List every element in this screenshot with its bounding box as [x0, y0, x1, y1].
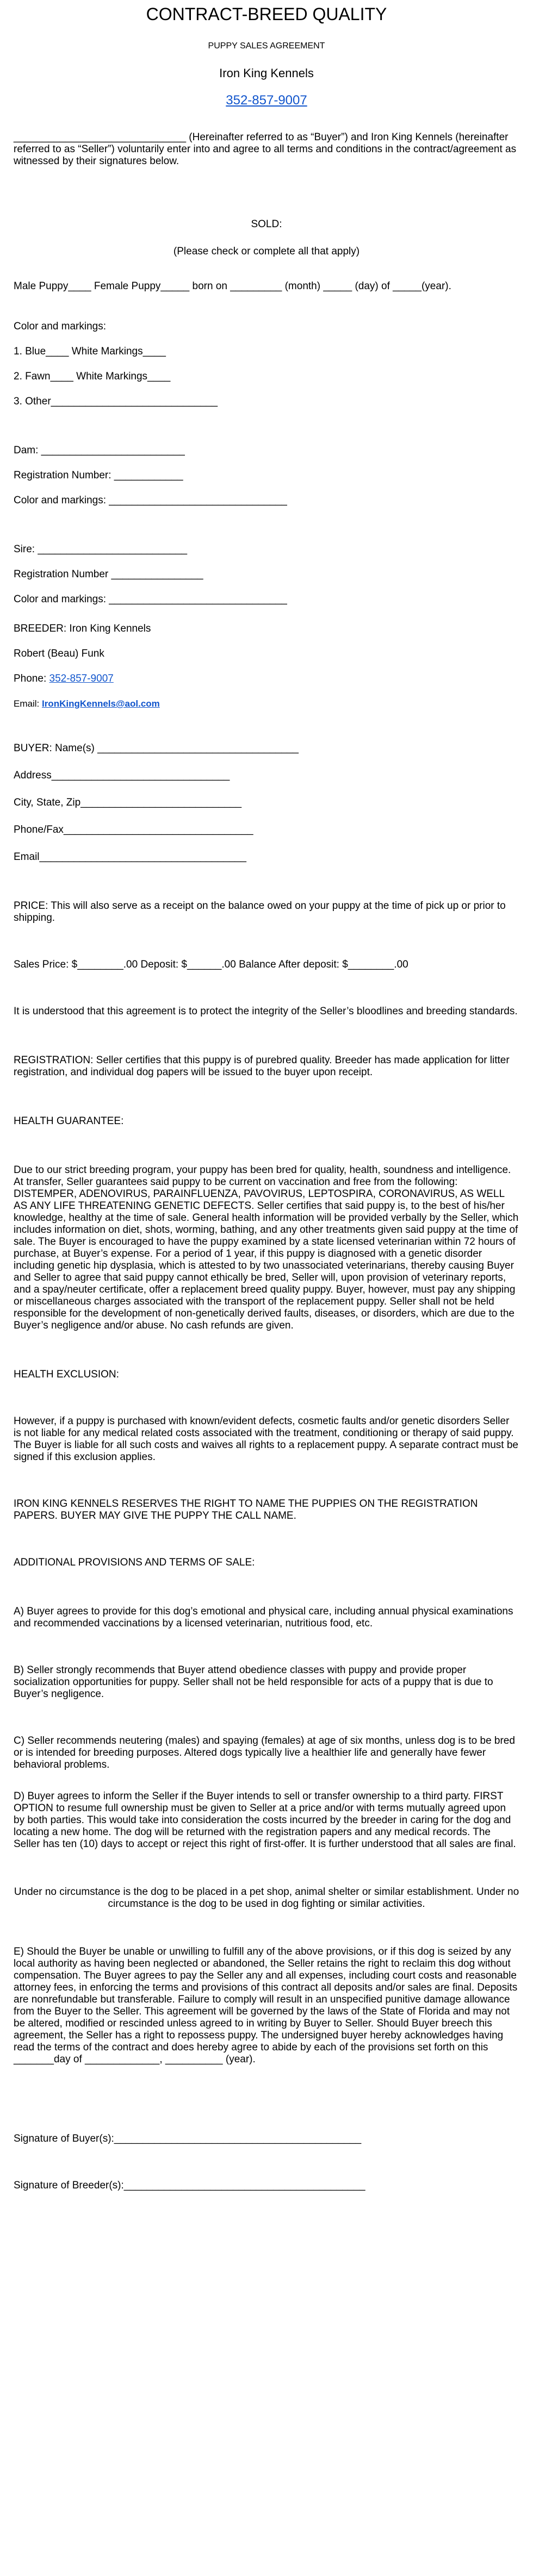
- sold-instruction: (Please check or complete all that apply): [173, 246, 360, 257]
- breeder-phone-label: Phone:: [14, 673, 49, 684]
- breeder-phone-link[interactable]: 352-857-9007: [49, 673, 114, 684]
- provision-a: A) Buyer agrees to provide for this dog’s emotional and physical care, including annual physical examinations and recommended vaccinations by a licensed veterinarian, nutritious food, etc.: [14, 1606, 513, 1629]
- breeder-email-label: Email:: [14, 698, 42, 709]
- health-paragraph: Due to our strict breeding program, your puppy has been bred for quality, health, soundness and intelligence. At transfer, Seller guarantees said puppy to be current on vaccination and free from the following: DISTEMPER, ADENOVIRUS, PARAINFLUENZA, PAVOVIRUS, LEPTOSPIRA, CORONAVIRUS, AS WELL AS ANY LIFE THREATENING GENETIC DEFECTS. Seller certifies that said puppy is, to the best of his/her knowledge, healthy at the time of sale. General health information will be provided verbally by the Seller, which includes information on diet, shots, worming, bathing, and any other treatments given said puppy at the time of sale. The Buyer is encouraged to have the puppy examined by a state licensed veterinarian within 72 hours of purchase, at Buyer’s expense. For a period of 1 year, if this puppy is diagnosed with a genetic disorder including genetic hip dysplasia, which is attested to by two unassociated veterinarians, thereby causing Buyer and Seller to agree that said puppy cannot ethically be bred, Seller will, upon provision of veterinary reports, and a spay/neuter certificate, offer a replacement breed quality puppy. Buyer, however, must pay any shipping or miscellaneous charges associated with the transport of the replacement puppy. Seller shall not be held responsible for the development of non-genetically derived faults, diseases, or disorders, which are due to the Buyer’s negligence and/or abuse. No cash refunds are given.: [14, 1164, 519, 1331]
- dam-registration-field: Registration Number: ____________: [14, 470, 183, 481]
- provision-c: C) Seller recommends neutering (males) and spaying (females) at age of six months, unless dog is to be bred or is intended for breeding purposes. Altered dogs typically live a healthier life and generally have fewer behavioral problems.: [14, 1735, 515, 1770]
- price-paragraph: PRICE: This will also serve as a receipt on the balance owed on your puppy at the time of pick up or prior to shipping.: [14, 900, 506, 924]
- buyer-city-field: City, State, Zip____________________________: [14, 797, 242, 808]
- kennel-name: Iron King Kennels: [219, 66, 314, 80]
- health-heading: HEALTH GUARANTEE:: [14, 1115, 124, 1127]
- provision-d: D) Buyer agrees to inform the Seller if the Buyer intends to sell or transfer ownership to a third party. FIRST OPTION to resume full ownership must be given to Seller at a price and/or with terms mutually agreed upon by both parties. This would take into consideration the costs incurred by the breeder in caring for the dog and locating a new home. The dog will be returned with the registration papers and any medical records. The Seller has ten (10) days to accept or reject this right of first-offer. It is further understood that all sales are final.: [14, 1791, 516, 1850]
- buyer-name-field: BUYER: Name(s) ___________________________________: [14, 743, 299, 754]
- breeder-email-link[interactable]: IronKingKennels@aol.com: [41, 698, 160, 709]
- color-option-blue: 1. Blue____ White Markings____: [14, 346, 166, 357]
- price-line: Sales Price: $________.00 Deposit: $______.00 Balance After deposit: $________.00: [14, 959, 408, 970]
- buyer-phone-field: Phone/Fax_________________________________: [14, 824, 253, 835]
- color-option-other: 3. Other_____________________________: [14, 396, 218, 407]
- sire-name-field: Sire: __________________________: [14, 544, 188, 555]
- document-title: CONTRACT-BREED QUALITY: [146, 4, 387, 24]
- breeder-signature-line: Signature of Breeder(s):__________________________________________: [14, 2180, 365, 2191]
- provision-circumstance: Under no circumstance is the dog to be placed in a pet shop, animal shelter or similar establishment. Under no circumstance is the dog to be used in dog fighting or similar activities.: [14, 1886, 519, 1910]
- provision-b: B) Seller strongly recommends that Buyer attend obedience classes with puppy and provide proper socialization opportunities for puppy. Seller shall not be held responsible for acts of a puppy that is due to Buyer’s negligence.: [14, 1664, 493, 1700]
- exclusion-heading: HEALTH EXCLUSION:: [14, 1369, 119, 1380]
- puppy-sex-birth-line: Male Puppy____ Female Puppy_____ born on _________ (month) _____ (day) of _____(year).: [14, 280, 451, 292]
- dam-name-field: Dam: _________________________: [14, 445, 185, 456]
- color-option-fawn: 2. Fawn____ White Markings____: [14, 371, 171, 382]
- breeder-name: Robert (Beau) Funk: [14, 648, 104, 659]
- breeder-label: BREEDER: Iron King Kennels: [14, 623, 151, 634]
- integrity-paragraph: It is understood that this agreement is to protect the integrity of the Seller’s bloodlines and breeding standards.: [14, 1006, 518, 1017]
- buyer-signature-line: Signature of Buyer(s):___________________________________________: [14, 2133, 362, 2144]
- sold-heading: SOLD:: [251, 219, 282, 230]
- dam-color-field: Color and markings: _______________________________: [14, 495, 287, 506]
- header-phone-link[interactable]: 352-857-9007: [226, 93, 307, 108]
- breeder-email-line: [14, 698, 519, 710]
- breeder-phone-line: [14, 673, 519, 685]
- intro-paragraph: ______________________________ (Hereinafter referred to as “Buyer”) and Iron King Kennels (hereinafter referred to as “Seller”) voluntarily enter into and agree to all terms and conditions in the contract/agreement as witnessed by their signatures below.: [14, 132, 517, 167]
- buyer-address-field: Address_______________________________: [14, 770, 230, 781]
- buyer-email-field: Email____________________________________: [14, 851, 246, 863]
- naming-rights-paragraph: IRON KING KENNELS RESERVES THE RIGHT TO NAME THE PUPPIES ON THE REGISTRATION PAPERS. BUYER MAY GIVE THE PUPPY THE CALL NAME.: [14, 1498, 478, 1521]
- registration-paragraph: REGISTRATION: Seller certifies that this puppy is of purebred quality. Breeder has made application for litter registration, and individual dog papers will be issued to the buyer upon receipt.: [14, 1055, 510, 1078]
- document-subtitle: PUPPY SALES AGREEMENT: [208, 41, 325, 51]
- sire-color-field: Color and markings: _______________________________: [14, 594, 287, 605]
- sire-registration-field: Registration Number ________________: [14, 569, 203, 580]
- exclusion-paragraph: However, if a puppy is purchased with known/evident defects, cosmetic faults and/or genetic disorders Seller is not liable for any medical related costs associated with the treatment, conditioning or therapy of said puppy. The Buyer is liable for all such costs and waives all rights to a replacement puppy. A separate contract must be signed if this exclusion applies.: [14, 1415, 518, 1463]
- provisions-heading: ADDITIONAL PROVISIONS AND TERMS OF SALE:: [14, 1557, 255, 1568]
- color-heading: Color and markings:: [14, 321, 107, 332]
- provision-e: E) Should the Buyer be unable or unwilling to fulfill any of the above provisions, or if this dog is seized by any local authority as having been neglected or abandoned, the Seller retains the right to reclaim this dog without compensation. The Buyer agrees to pay the Seller any and all expenses, including court costs and reasonable attorney fees, in enforcing the terms and provisions of this contract all deposits and/or sales are final. Deposits are nonrefundable but transferable. Failure to comply will result in an unspecified punitive damage allowance from the Buyer to the Seller. This agreement will be governed by the laws of the State of Florida and may not be altered, modified or rescinded unless agreed to in writing by Buyer to Seller. Should Buyer breech this agreement, the Seller has a right to repossess puppy. The undersigned buyer hereby acknowledges having read the terms of the contract and does hereby agree to abide by each of the provisions set forth on this _______day of _____________, __________ (year).: [14, 1946, 518, 2065]
- contract-page: [0, 4, 533, 2576]
